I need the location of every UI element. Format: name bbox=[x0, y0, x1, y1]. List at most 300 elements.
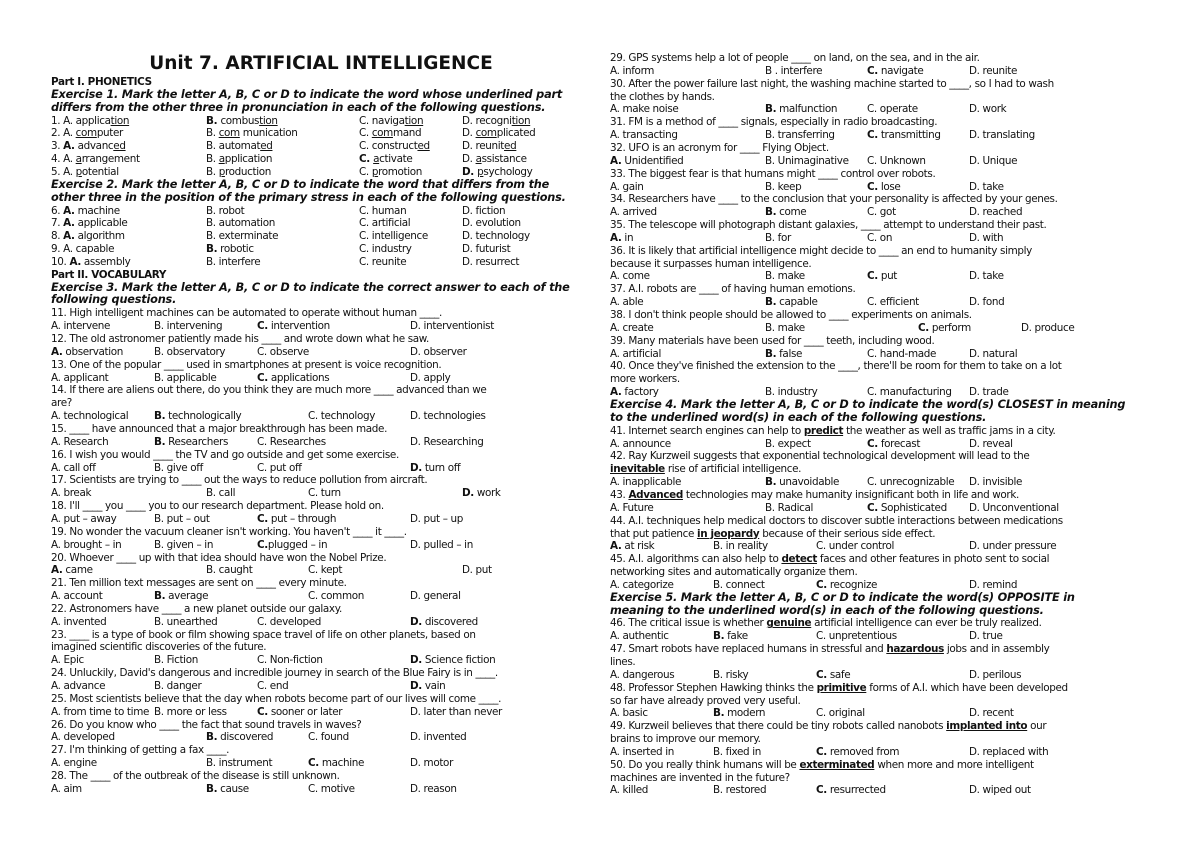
answer-options-row bbox=[51, 705, 591, 719]
answer-option bbox=[462, 486, 501, 500]
text-run: A. Future bbox=[610, 501, 654, 514]
answer-options-row bbox=[51, 216, 591, 230]
text-run: D. reunit bbox=[462, 140, 505, 153]
text-run: C. kept bbox=[308, 564, 343, 577]
text-run: B. make bbox=[765, 321, 805, 334]
question-text: 24. Unluckily, David's dangerous and incredible journey in search of the Blue Fairy is in ____. bbox=[51, 667, 498, 680]
text-run: munication bbox=[239, 127, 298, 140]
text-run: forecast bbox=[877, 437, 921, 450]
text-run: a bbox=[475, 153, 482, 166]
text-run: D. recent bbox=[969, 707, 1014, 720]
keyword: predict bbox=[803, 424, 844, 437]
text-run: B. in reality bbox=[713, 540, 768, 553]
text-run: 2. A. bbox=[51, 127, 76, 140]
text-run: C. motive bbox=[308, 782, 355, 795]
text-run: B. unearthed bbox=[154, 615, 218, 628]
text-run: D. observer bbox=[410, 345, 467, 358]
text-run: A. come bbox=[610, 270, 650, 283]
text-run: C. bbox=[257, 705, 268, 718]
text-run: C. bbox=[816, 578, 827, 591]
text-run: C. technology bbox=[308, 410, 376, 423]
text-run: D. invisible bbox=[969, 476, 1023, 489]
answer-option bbox=[51, 165, 119, 179]
text-run: A. bbox=[63, 230, 75, 243]
answer-option bbox=[462, 255, 519, 269]
answer-option bbox=[206, 255, 260, 269]
text-run: D. reunite bbox=[969, 64, 1018, 77]
question-text bbox=[610, 462, 1150, 476]
text-run: A. bbox=[69, 255, 81, 268]
text-run: A. artificial bbox=[610, 347, 661, 360]
text-run: unavoidable bbox=[776, 476, 840, 489]
text-run: technologically bbox=[165, 410, 242, 423]
text-run: B. bbox=[765, 103, 777, 116]
text-run: C. bbox=[308, 757, 319, 769]
text-run: B. more or less bbox=[154, 705, 227, 718]
text-run: the weather as well as traffic jams in a city. bbox=[843, 424, 1056, 437]
answer-option bbox=[154, 705, 227, 719]
keyword: primitive bbox=[816, 681, 867, 694]
text-run: C. observe bbox=[257, 345, 309, 358]
text-run: C. bbox=[257, 538, 268, 551]
answer-option bbox=[610, 102, 678, 116]
text-run: B. risky bbox=[713, 668, 749, 681]
answer-option bbox=[1021, 321, 1074, 335]
text-run: discovered bbox=[421, 615, 478, 628]
text-run: false bbox=[776, 347, 803, 360]
answer-option bbox=[51, 345, 123, 359]
answer-option bbox=[308, 486, 341, 500]
text-run: D. general bbox=[410, 590, 461, 602]
text-run: in bbox=[621, 231, 634, 244]
text-run: advanc bbox=[74, 140, 114, 153]
question-text: 33. The biggest fear is that humans might ____ control over robots. bbox=[610, 167, 936, 180]
section-heading: Part II. VOCABULARY bbox=[51, 268, 167, 281]
text-run: D. trade bbox=[969, 386, 1009, 399]
answer-option bbox=[610, 745, 674, 759]
text-run: D. bbox=[462, 127, 476, 140]
text-run: B. Fiction bbox=[154, 654, 198, 667]
text-run: A. put – away bbox=[51, 512, 117, 525]
answer-options-row bbox=[51, 165, 591, 179]
text-run: A. able bbox=[610, 296, 644, 309]
text-run: ed bbox=[260, 140, 273, 153]
answer-options-row bbox=[610, 269, 1150, 283]
answer-option bbox=[610, 269, 650, 283]
answer-option bbox=[410, 782, 457, 796]
question-text: lines. bbox=[610, 655, 636, 668]
answer-options-row bbox=[610, 783, 1150, 797]
text-run: C. naviga bbox=[359, 114, 405, 127]
text-run: C. end bbox=[257, 679, 289, 692]
text-run: A. inapplicable bbox=[610, 476, 682, 489]
text-run: B. bbox=[713, 630, 725, 643]
text-run: B. connect bbox=[713, 578, 765, 591]
answer-option bbox=[257, 538, 327, 552]
answer-option bbox=[51, 242, 114, 256]
text-run: B. industry bbox=[765, 386, 818, 399]
text-run: C. bbox=[867, 437, 878, 450]
text-run: D. take bbox=[969, 180, 1004, 193]
text-run: A. break bbox=[51, 487, 92, 500]
text-run: B . interfere bbox=[765, 64, 823, 77]
answer-option bbox=[51, 255, 130, 269]
text-run: robotic bbox=[217, 243, 254, 255]
text-run: 10. bbox=[51, 255, 70, 268]
keyword: in jeopardy bbox=[696, 527, 760, 540]
answer-option bbox=[410, 679, 445, 693]
answer-option bbox=[51, 782, 82, 796]
text-run: A. make noise bbox=[610, 103, 679, 116]
text-run: jobs and in assembly bbox=[943, 643, 1050, 656]
text-run: navigate bbox=[877, 64, 924, 77]
text-run: B. bbox=[206, 243, 218, 255]
text-run: D. fond bbox=[969, 296, 1005, 309]
answer-option bbox=[308, 589, 364, 603]
question-text: 22. Astronomers have ____ a new planet outside our galaxy. bbox=[51, 602, 342, 615]
text-run: B. automat bbox=[206, 140, 261, 153]
exercise-instruction: Exercise 3. Mark the letter A, B, C or D to indicate the correct answer to each of the bbox=[51, 280, 570, 294]
question-text: networking sites and automatically organize them. bbox=[610, 566, 858, 578]
answer-option bbox=[154, 319, 222, 333]
answer-options-row bbox=[51, 756, 591, 770]
text-run: capable bbox=[776, 296, 818, 309]
text-run: forms of A.I. which have been developed bbox=[866, 681, 1068, 694]
answer-option bbox=[206, 114, 278, 128]
text-run: A. killed bbox=[610, 784, 649, 797]
text-run: 45. A.I. algorithms can also help to bbox=[610, 553, 782, 566]
question-text: 30. After the power failure last night, the washing machine started to ____, so I had to wash bbox=[610, 77, 1054, 90]
text-run: D. interventionist bbox=[410, 320, 494, 333]
question-text: 13. One of the popular ____ used in smartphones at present is voice recognition. bbox=[51, 358, 442, 371]
text-run: B. put – out bbox=[154, 512, 210, 525]
answer-option bbox=[410, 705, 502, 719]
answer-option bbox=[154, 538, 213, 552]
text-run: A. technological bbox=[51, 410, 129, 423]
question-text bbox=[610, 552, 1150, 566]
text-run: 46. The critical issue is whether bbox=[610, 617, 767, 630]
text-run: D. true bbox=[969, 630, 1003, 643]
text-run: B. bbox=[154, 435, 166, 448]
answer-options-row bbox=[51, 512, 591, 526]
text-run: B. for bbox=[765, 231, 791, 244]
text-run: B. give off bbox=[154, 461, 203, 474]
text-run: p bbox=[477, 165, 484, 178]
answer-option bbox=[867, 102, 918, 116]
question-text: 32. UFO is an acronym for ____ Flying Object. bbox=[610, 141, 829, 154]
text-run: tion bbox=[511, 114, 531, 127]
text-run: C. operate bbox=[867, 103, 918, 116]
answer-option bbox=[765, 321, 805, 335]
text-run: C. bbox=[359, 153, 374, 166]
answer-option bbox=[969, 783, 1031, 797]
text-run: B. make bbox=[765, 270, 805, 283]
text-run: B. interfere bbox=[206, 255, 261, 268]
text-run: D. bbox=[462, 153, 476, 166]
answer-options-row bbox=[51, 782, 591, 796]
text-run: a bbox=[218, 153, 225, 166]
question-text: 19. No wonder the vacuum cleaner isn't working. You haven't ____ it ____. bbox=[51, 525, 407, 538]
exercise-instruction: differs from the other three in pronunciation in each of the following questions. bbox=[51, 100, 546, 114]
text-run: B. bbox=[765, 476, 777, 489]
text-run: B. keep bbox=[765, 180, 802, 193]
text-run: ed bbox=[504, 140, 517, 153]
question-text: so far have already proved very useful. bbox=[610, 694, 801, 707]
keyword: genuine bbox=[766, 617, 812, 630]
text-run: C. bbox=[918, 321, 929, 334]
answer-option bbox=[206, 782, 249, 796]
question-text: 17. Scientists are trying to ____ out the ways to reduce pollution from aircraft. bbox=[51, 474, 428, 487]
exercise-instruction: meaning to the underlined word(s) in each of the following questions. bbox=[610, 603, 1044, 617]
text-run: D. bbox=[462, 487, 474, 500]
text-run: sychology bbox=[483, 165, 533, 178]
answer-options-row bbox=[51, 538, 591, 552]
answer-option bbox=[51, 679, 105, 693]
text-run: C. bbox=[257, 512, 268, 525]
question-text: 29. GPS systems help a lot of people ____ on land, on the sea, and in the air. bbox=[610, 52, 980, 64]
answer-option bbox=[816, 783, 886, 797]
text-run: observation bbox=[62, 345, 124, 358]
text-run: B. danger bbox=[154, 679, 202, 692]
text-run: D. later than never bbox=[410, 705, 502, 718]
answer-option bbox=[51, 512, 116, 526]
text-run: come bbox=[776, 206, 807, 219]
text-run: B. caught bbox=[206, 564, 253, 577]
answer-options-row bbox=[51, 486, 591, 500]
text-run: C. unrecognizable bbox=[867, 476, 955, 489]
text-run: D. reached bbox=[969, 206, 1023, 219]
answer-option bbox=[462, 114, 530, 128]
text-run: D. bbox=[462, 165, 478, 178]
text-run: Sophisticated bbox=[877, 501, 947, 514]
text-run: vain bbox=[421, 679, 446, 692]
text-run: C. bbox=[867, 64, 878, 77]
answer-option bbox=[410, 538, 473, 552]
text-run: tion bbox=[110, 114, 130, 127]
text-run: A. bbox=[63, 140, 75, 153]
exercise-instruction: following questions. bbox=[51, 293, 177, 307]
text-run: A. applicant bbox=[51, 371, 109, 384]
text-run: D. Unconventional bbox=[969, 501, 1059, 514]
text-run: 41. Internet search engines can help to bbox=[610, 424, 804, 437]
question-text: 18. I'll ____ you ____ you to our research department. Please hold on. bbox=[51, 500, 384, 513]
question-text: brains to improve our memory. bbox=[610, 733, 761, 745]
answer-option bbox=[713, 745, 761, 759]
text-run: C. manufacturing bbox=[867, 386, 952, 399]
answer-option bbox=[969, 102, 1006, 116]
text-run: discovered bbox=[217, 731, 274, 744]
text-run: 47. Smart robots have replaced humans in stressful and bbox=[610, 643, 887, 656]
text-run: C. construct bbox=[359, 140, 418, 153]
question-text: 39. Many materials have been used for ____ teeth, including wood. bbox=[610, 334, 935, 347]
answer-option bbox=[816, 745, 899, 759]
text-run: C. original bbox=[816, 707, 865, 720]
text-run: A. account bbox=[51, 590, 103, 602]
text-run: C. on bbox=[867, 231, 893, 244]
text-run: 7. bbox=[51, 217, 64, 230]
answer-options-row bbox=[610, 102, 1150, 116]
answer-option bbox=[206, 756, 272, 770]
answer-option bbox=[51, 705, 149, 719]
text-run: 48. Professor Stephen Hawking thinks the bbox=[610, 681, 817, 694]
answer-options-row bbox=[51, 242, 591, 256]
text-run: B. fixed in bbox=[713, 745, 762, 758]
question-text: 20. Whoever ____ up with that idea should have won the Nobel Prize. bbox=[51, 551, 387, 564]
text-run: D. motor bbox=[410, 757, 453, 769]
text-run: D. under pressure bbox=[969, 540, 1057, 553]
answer-option bbox=[765, 269, 805, 283]
question-text: the clothes by hands. bbox=[610, 90, 715, 103]
answer-option bbox=[308, 756, 364, 770]
section-heading: Part I. PHONETICS bbox=[51, 76, 152, 88]
text-run: C. artificial bbox=[359, 217, 411, 230]
question-text: 28. The ____ of the outbreak of the disease is still unknown. bbox=[51, 769, 340, 782]
answer-option bbox=[51, 589, 102, 603]
text-run: combus bbox=[220, 114, 260, 127]
text-run: C. common bbox=[308, 590, 364, 602]
text-run: at risk bbox=[621, 540, 655, 553]
answer-option bbox=[410, 345, 467, 359]
text-run: tion bbox=[259, 114, 278, 127]
text-run: D. Unique bbox=[969, 154, 1018, 167]
text-run: D. work bbox=[969, 103, 1007, 116]
text-run: B. call bbox=[206, 487, 236, 500]
text-run: mand bbox=[392, 127, 422, 140]
exercise-instruction: Exercise 2. Mark the letter A, B, C or D to indicate the word that differs from the bbox=[51, 177, 550, 191]
text-run: puter bbox=[96, 127, 123, 140]
answer-options-row bbox=[51, 589, 591, 603]
answer-option bbox=[867, 231, 892, 245]
text-run: B. automation bbox=[206, 217, 275, 230]
answer-option bbox=[867, 295, 919, 309]
text-run: B. bbox=[206, 165, 219, 178]
answer-option bbox=[359, 255, 406, 269]
text-run: D. Researching bbox=[410, 435, 484, 448]
text-run: C. turn bbox=[308, 487, 341, 500]
text-run: D. perilous bbox=[969, 668, 1022, 681]
answer-option bbox=[257, 345, 309, 359]
answer-option bbox=[206, 216, 275, 230]
question-text: are? bbox=[51, 397, 72, 410]
text-run: B. observatory bbox=[154, 345, 226, 358]
answer-option bbox=[51, 126, 123, 140]
text-run: put – through bbox=[267, 512, 337, 525]
text-run: malfunction bbox=[776, 103, 838, 116]
text-run: D. futurist bbox=[462, 243, 511, 255]
text-run: B. bbox=[206, 114, 221, 127]
text-run: B. restored bbox=[713, 784, 767, 797]
text-run: A. call off bbox=[51, 461, 96, 474]
text-run: C. got bbox=[867, 206, 896, 219]
text-run: D. bbox=[410, 615, 422, 628]
text-run: B. bbox=[765, 206, 777, 219]
text-run: A. authentic bbox=[610, 630, 669, 643]
text-run: B. transferring bbox=[765, 129, 835, 142]
answer-option bbox=[713, 783, 766, 797]
text-run: A. advance bbox=[51, 679, 106, 692]
text-run: a bbox=[75, 153, 82, 166]
question-text bbox=[610, 616, 1150, 630]
text-run: A. engine bbox=[51, 757, 97, 769]
question-text: 26. Do you know who ____ the fact that sound travels in waves? bbox=[51, 718, 362, 731]
answer-option bbox=[359, 126, 421, 140]
text-run: C. developed bbox=[257, 615, 322, 628]
answer-options-row bbox=[51, 679, 591, 693]
answer-options-row bbox=[51, 114, 591, 128]
text-run: cause bbox=[217, 782, 249, 795]
text-run: B. Unimaginative bbox=[765, 154, 849, 167]
question-text: 21. Ten million text messages are sent on ____ every minute. bbox=[51, 577, 347, 590]
answer-options-row bbox=[610, 231, 1150, 245]
answer-option bbox=[969, 269, 1004, 283]
text-run: A. bbox=[610, 154, 622, 167]
text-run: tion bbox=[404, 114, 424, 127]
question-text: 36. It is likely that artificial intelligence might decide to ____ an end to humanity simply bbox=[610, 244, 1032, 257]
text-run: com bbox=[371, 127, 393, 140]
text-run: B. bbox=[765, 347, 777, 360]
text-run: plicated bbox=[496, 127, 536, 140]
question-text: 40. Once they've finished the extension to the ____, there'll be room for them to take on a lot bbox=[610, 360, 1062, 373]
text-run: C. efficient bbox=[867, 296, 919, 309]
text-run: B. bbox=[713, 707, 725, 720]
exercise-instruction: Exercise 4. Mark the letter A, B, C or D to indicate the word(s) CLOSEST in meaning bbox=[610, 397, 1126, 411]
text-run: B. expect bbox=[765, 437, 811, 450]
text-run: B. bbox=[206, 731, 218, 744]
text-run: D. recogni bbox=[462, 114, 512, 127]
text-run: D. bbox=[410, 461, 422, 474]
text-run: C. bbox=[867, 501, 878, 514]
answer-option bbox=[51, 538, 121, 552]
text-run: 3. bbox=[51, 140, 64, 153]
text-run: C. bbox=[867, 180, 878, 193]
text-run: our bbox=[1027, 720, 1047, 733]
text-run: A. create bbox=[610, 321, 654, 334]
keyword: implanted into bbox=[946, 720, 1028, 733]
answer-option bbox=[257, 679, 288, 693]
text-run: sooner or later bbox=[267, 705, 343, 718]
text-run: modern bbox=[724, 707, 766, 720]
exercise-instruction: other three in the position of the primary stress in each of the following questions. bbox=[51, 190, 566, 204]
answer-option bbox=[308, 782, 355, 796]
text-run: B. bbox=[206, 782, 218, 795]
answer-option bbox=[51, 114, 129, 128]
exercise-instruction: Exercise 5. Mark the letter A, B, C or D to indicate the word(s) OPPOSITE in bbox=[610, 590, 1075, 604]
text-run: average bbox=[165, 590, 209, 602]
text-run: B. bbox=[765, 296, 777, 309]
question-text: 15. ____ have announced that a major breakthrough has been made. bbox=[51, 422, 388, 435]
text-run: put bbox=[877, 270, 898, 283]
text-run: D. put – up bbox=[410, 512, 463, 525]
answer-option bbox=[610, 295, 643, 309]
text-run: 1. A. applica bbox=[51, 114, 111, 127]
question-text: 11. High intelligent machines can be automated to operate without human ____. bbox=[51, 307, 442, 320]
answer-options-row bbox=[51, 319, 591, 333]
answer-option bbox=[206, 242, 254, 256]
text-run: 9. A. capable bbox=[51, 243, 115, 255]
text-run: D. fiction bbox=[462, 204, 506, 217]
question-text: machines are invented in the future? bbox=[610, 771, 790, 784]
text-run: resurrected bbox=[826, 784, 886, 797]
text-run: technologies may make humanity insignificant both in life and work. bbox=[682, 488, 1019, 501]
question-text: imagined scientific discoveries of the future. bbox=[51, 641, 267, 654]
text-run: A. developed bbox=[51, 731, 115, 744]
text-run: C. put off bbox=[257, 461, 302, 474]
text-run: C. industry bbox=[359, 243, 412, 255]
text-run: C. bbox=[867, 270, 878, 283]
text-run: A. inform bbox=[610, 64, 655, 77]
answer-option bbox=[51, 319, 110, 333]
text-run: because of their serious side effect. bbox=[759, 527, 936, 540]
